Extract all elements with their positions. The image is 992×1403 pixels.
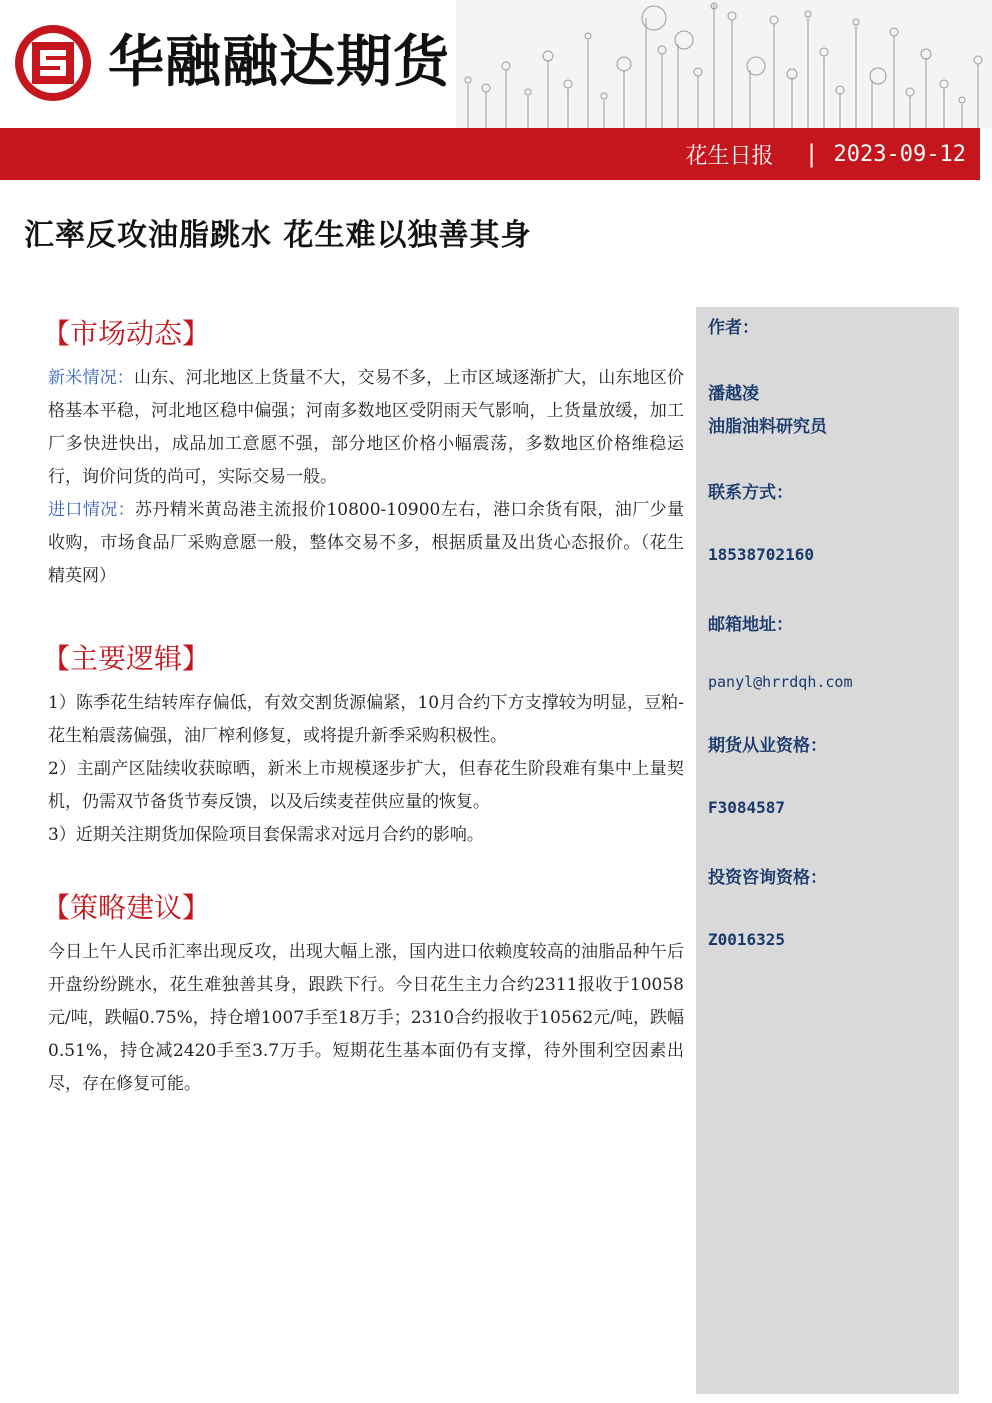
logo <box>12 22 450 104</box>
import-label: 进口情况： <box>48 500 136 520</box>
new-rice-text: 山东、河北地区上货量不大，交易不多，上市区域逐渐扩大，山东地区价格基本平稳，河北地区稳中偏强；河南多数地区受阴雨天气影响，上货量放缓，加工厂多快进快出，成品加工意愿不强，部分地区价格小幅震荡，多数地区价格维稳运行，询价问货的尚可，实际交易一般。 <box>48 368 685 487</box>
author-label: 作者： <box>708 318 759 338</box>
author-sidebar <box>696 307 959 1394</box>
decorative-pattern <box>456 0 992 128</box>
report-type: 花生日报 <box>685 143 774 169</box>
futures-qual-label: 期货从业资格： <box>708 736 827 756</box>
logic-heading: 【主要逻辑】 <box>42 642 211 675</box>
report-date: 2023-09-12 <box>833 141 966 167</box>
main-content <box>42 308 685 1101</box>
logic-item-3: 3）近期关注期货加保险项目套保需求对远月合约的影响。 <box>48 825 484 845</box>
email-label: 邮箱地址： <box>708 615 793 635</box>
phone-number: 18538702160 <box>708 545 814 564</box>
brand-name: 华融融达期货 <box>108 30 450 95</box>
strategy-paragraph: 今日上午人民币汇率出现反攻，出现大幅上涨，国内进口依赖度较高的油脂品种午后开盘纷纷跳水，花生难独善其身，跟跌下行。今日花生主力合约2311报收于10058元/吨，跌幅0.75%，持仓增1007手至18万手；2310合约报收于10562元/吨，跌幅0.51%，持仓减2420手至3.7万手。短期花生基本面仍有支撑，待外围利空因素出尽，存在修复可能。 <box>48 942 684 1094</box>
author-title: 油脂油料研究员 <box>708 417 827 437</box>
invest-qual-label: 投资咨询资格： <box>708 868 827 888</box>
header-red-band <box>0 128 980 180</box>
report-title: 汇率反攻油脂跳水 花生难以独善其身 <box>24 218 532 253</box>
futures-qual-number: F3084587 <box>708 798 786 817</box>
logic-item-2: 2）主副产区陆续收获晾晒，新米上市规模逐步扩大，但春花生阶段难有集中上量契机，仍需双节备货节奏反馈，以及后续麦茬供应量的恢复。 <box>48 759 684 812</box>
company-seal-icon <box>12 22 94 104</box>
new-rice-label: 新米情况： <box>48 368 134 388</box>
invest-qual-number: Z0016325 <box>708 930 786 949</box>
contact-label: 联系方式： <box>708 483 793 503</box>
strategy-heading: 【策略建议】 <box>42 891 211 924</box>
new-rice-paragraph <box>48 362 684 494</box>
logic-item-1: 1）陈季花生结转库存偏低，有效交割货源偏紧，10月合约下方支撑较为明显，豆粕-花生粕震荡偏强，油厂榨利修复，或将提升新季采购积极性。 <box>48 693 684 746</box>
market-heading: 【市场动态】 <box>42 317 211 350</box>
import-paragraph <box>48 494 684 593</box>
author-name: 潘越凌 <box>708 384 759 404</box>
email-address[interactable]: panyl@hrrdqh.com <box>708 673 853 691</box>
import-text: 苏丹精米黄岛港主流报价10800-10900左右，港口余货有限，油厂少量收购，市场食品厂采购意愿一般，整体交易不多，根据质量及出货心态报价。（花生精英网） <box>48 500 684 586</box>
header-separator: | <box>807 140 816 168</box>
report-header <box>0 0 992 182</box>
